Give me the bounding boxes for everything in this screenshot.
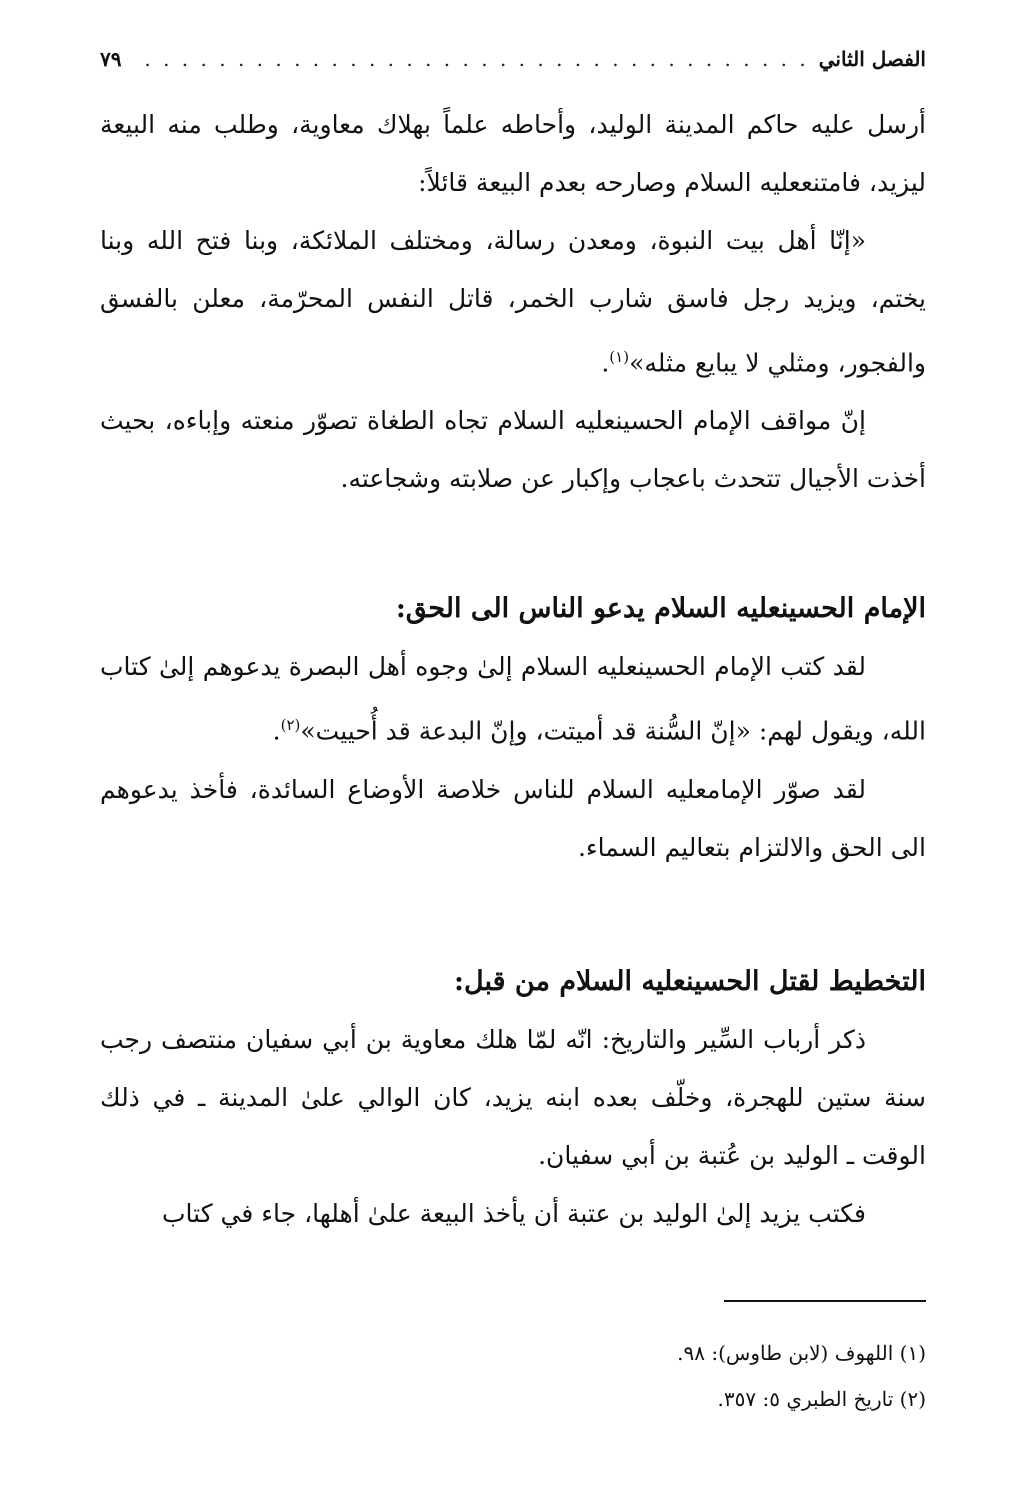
footnote: (١) اللهوف (لابن طاوس): ٩٨. bbox=[677, 1341, 926, 1365]
section-heading: التخطيط لقتل الحسينعليه السلام من قبل: bbox=[454, 965, 926, 997]
paragraph: لقد صوّر الإمامعليه السلام للناس خلاصة الأوضاع السائدة، فأخذ يدعوهم الى الحق والالتزام بتعاليم السماء. bbox=[100, 774, 926, 862]
quote-paragraph: «إنّا أهل بيت النبوة، ومعدن رسالة، ومختلف الملائكة، وبنا فتح الله وبنا يختم، ويزيد رجل فاسق شارب الخمر، قاتل النفس المحرّمة، معلن بالفسق والفجور، ومثلي لا يبايع مثله»$^{(١)}$. bbox=[100, 226, 926, 378]
section-gap bbox=[100, 508, 926, 580]
paragraph: فكتب يزيد إلىٰ الوليد بن عتبة أن يأخذ البيعة علىٰ أهلها، جاء في كتاب bbox=[162, 1198, 866, 1228]
footnote-ref-2: (٢) bbox=[280, 716, 301, 735]
page-number: ٧٩ bbox=[100, 47, 122, 71]
paragraph: لقد كتب الإمام الحسينعليه السلام إلىٰ وجوه أهل البصرة يدعوهم إلىٰ كتاب الله، ويقول لهم: «إنّ السُّنة قد أميتت، وإنّ البدعة قد أُحييت»$^{(٢)}$. bbox=[100, 652, 926, 746]
paragraph: ذكر أرباب السِّير والتاريخ: انّه لمّا هلك معاوية بن أبي سفيان منتصف رجب سنة ستين للهجرة، وخلّف بعده ابنه يزيد، كان الوالي علىٰ المدينة ـ في ذلك الوقت ـ الوليد بن عُتبة بن أبي سفيان. bbox=[100, 1024, 926, 1170]
footnotes bbox=[100, 1330, 926, 1422]
section-gap bbox=[100, 877, 926, 953]
leader-dots bbox=[131, 47, 808, 71]
paragraph-text: لقد كتب الإمام الحسينعليه السلام إلىٰ وجوه أهل البصرة يدعوهم إلىٰ كتاب الله، ويقول لهم: «إنّ السُّنة قد أميتت، وإنّ البدعة قد أُحييت» bbox=[100, 652, 926, 746]
chapter-title: الفصل الثاني bbox=[818, 47, 926, 71]
running-header bbox=[100, 42, 926, 76]
section-heading: الإمام الحسينعليه السلام يدعو الناس الى الحق: bbox=[395, 593, 926, 625]
body-text bbox=[100, 96, 926, 1243]
footnote: (٢) تاريخ الطبري ٥: ٣٥٧. bbox=[717, 1387, 926, 1411]
book-page bbox=[100, 30, 926, 1480]
quote-text: «إنّا أهل بيت النبوة، ومعدن رسالة، ومختلف الملائكة، وبنا فتح الله وبنا يختم، ويزيد رجل فاسق شارب الخمر، قاتل النفس المحرّمة، معلن بالفسق والفجور، ومثلي لا يبايع مثله» bbox=[100, 226, 926, 378]
footnote-separator bbox=[724, 1300, 926, 1302]
paragraph: أرسل عليه حاكم المدينة الوليد، وأحاطه علماً بهلاك معاوية، وطلب منه البيعة ليزيد، فامتنععليه السلام وصارحه بعدم البيعة قائلاً: bbox=[100, 110, 926, 197]
footnote-ref-1: (١) bbox=[609, 348, 630, 366]
paragraph: إنّ مواقف الإمام الحسينعليه السلام تجاه الطغاة تصوّر منعته وإباءه، بحيث أخذت الأجيال تتحدث باعجاب وإكبار عن صلابته وشجاعته. bbox=[100, 406, 926, 494]
